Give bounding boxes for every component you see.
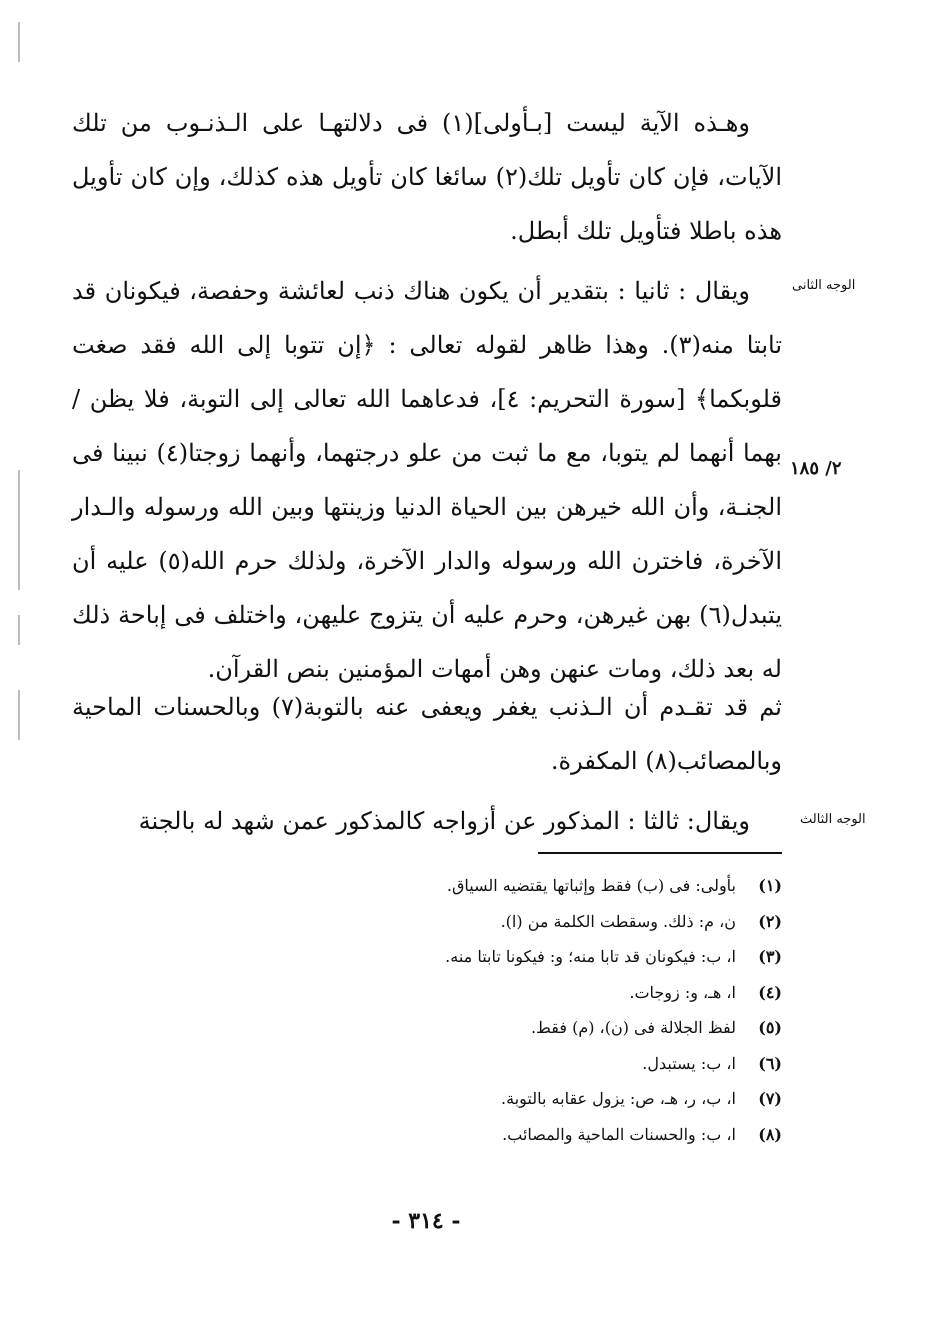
margin-note-third-aspect: الوجه الثالث: [800, 812, 866, 827]
footnotes: [200, 868, 782, 1152]
footnote-item: (١) بأولى: فى (ب) فقط وإثباتها يقتضيه السياق.: [446, 876, 782, 896]
footnote-item: (٥) لفظ الجلالة فى (ن)، (م) فقط.: [530, 1018, 782, 1038]
footnote-item: (٤) ا، هـ، و: زوجات.: [629, 982, 782, 1002]
footnote-item: (٧) ا، ب، ر، هـ، ص: يزول عقابه بالتوبة.: [501, 1089, 782, 1109]
paragraph-second-aspect: ويقال : ثانيا : بتقدير أن يكون هناك ذنب لعائشة وحفصة، فيكونان قد تابتا منه(٣). وهذا ظاهر لقوله تعالى : ﴿إن تتوبا إلى الله فقد صغت قلوبكما﴾ [سورة التحريم: ٤]، فدعاهما الله تعالى إلى التوبة، فلا يظن / بهما أنهما لم يتوبا، مع ما ثبت من علو درجتهما، وأنهما زوجتا(٤) نبينا فى الجنـة، وأن الله خيرهن بين الحياة الدنيا وزينتها وبين الله ورسوله والـدار الآخرة، فاخترن الله ورسوله والدار الآخرة، ولذلك حرم الله(٥) عليه أن يتبدل(٦) بهن غيرهن، وحرم عليه أن يتزوج عليهن، واختلف فى إباحة ذلك له بعد ذلك، ومات عنهن وهن أمهات المؤمنين بنص القرآن.: [72, 277, 783, 683]
footnote-separator: [538, 852, 782, 854]
footnote-item: (٣) ا، ب: فيكونان قد تابا منه؛ و: فيكونا تابتا منه.: [445, 947, 782, 967]
paragraph-forgiveness: ثم قد تقـدم أن الـذنب يغفر ويعفى عنه بالتوبة(٧) وبالحسنات الماحية وبالمصائب(٨) المكفرة.: [72, 693, 782, 775]
footnote-item: (٨) ا، ب: والحسنات الماحية والمصائب.: [502, 1124, 782, 1144]
margin-note-second-aspect: الوجه الثانى: [792, 278, 856, 293]
page-number: - ٣١٤ -: [391, 1208, 461, 1234]
scan-edge-line: [18, 615, 20, 645]
paragraph-third-aspect: ويقال: ثالثا : المذكور عن أزواجه كالمذكور عمن شهد له بالجنة: [138, 807, 750, 835]
footnote-item: (٢) ن، م: ذلك. وسقطت الكلمة من (ا).: [500, 911, 782, 931]
margin-note-page-reference: ٢/ ١٨٥: [790, 458, 842, 479]
scan-edge-line: [18, 690, 20, 740]
footnote-item: (٦) ا، ب: يستبدل.: [642, 1053, 782, 1073]
scan-edge-line: [18, 22, 20, 62]
paragraph-first: وهـذه الآية ليست [بـأولى](١) فى دلالتهـا على الـذنـوب من تلك الآيات، فإن كان تأويل تلك(٢) سائغا كان تأويل هذه كذلك، وإن كان تأويل هذه باطلا فتأويل تلك أبطل.: [72, 109, 782, 245]
scan-edge-line: [18, 470, 20, 590]
